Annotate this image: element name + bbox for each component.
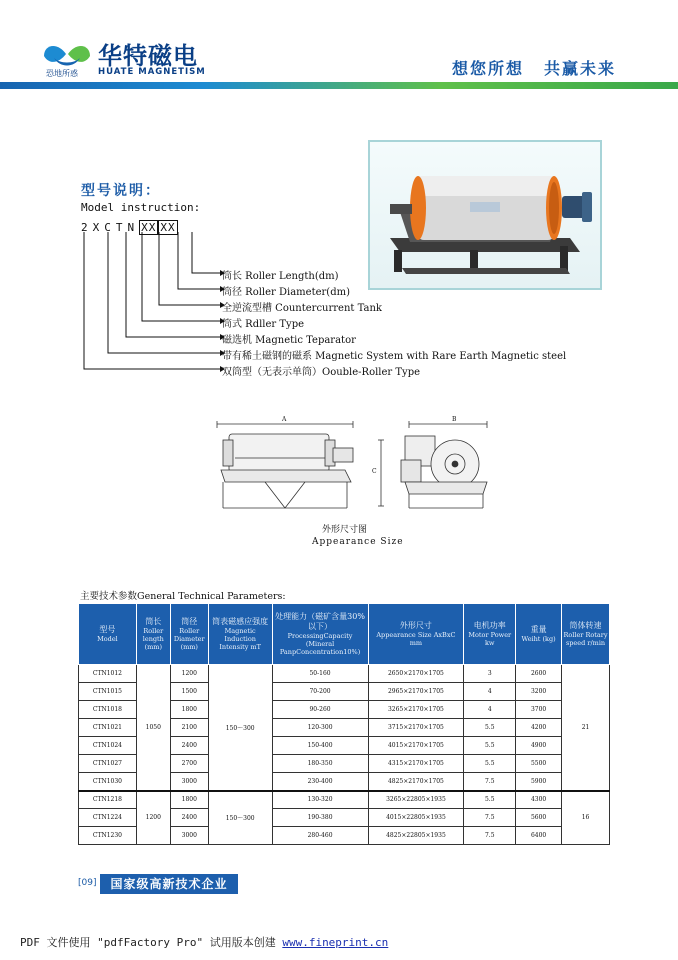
pdf-note-text: PDF 文件使用 "pdfFactory Pro" 试用版本创建 bbox=[20, 936, 283, 949]
cell-model: CTN1027 bbox=[79, 755, 137, 773]
header-capacity: 处理能力（磁矿含量30%以下） ProcessingCapacity (Mineral PanpConcentration10%) bbox=[272, 604, 368, 665]
model-title: 型号说明： bbox=[81, 183, 161, 199]
legend-magnetic-separator: 磁选机 Magnetic Teparator bbox=[222, 335, 356, 346]
header-weight: 重量 Weiht (kg) bbox=[516, 604, 562, 665]
header-intensity: 筒表磁感应强度 Magnetic Induction Intensity mT bbox=[208, 604, 272, 665]
cell-size: 3715×2170×1705 bbox=[368, 719, 464, 737]
cell-length: 1050 bbox=[136, 665, 170, 791]
fineprint-link[interactable]: www.fineprint.cn bbox=[282, 936, 389, 949]
cell-speed: 21 bbox=[562, 665, 610, 791]
cell-intensity: 150～300 bbox=[208, 791, 272, 845]
drawing-caption-cn: 外形尺寸图 bbox=[322, 525, 368, 535]
cell-diameter: 2700 bbox=[170, 755, 208, 773]
slogan-left: 想您所想 bbox=[452, 59, 525, 78]
cell-diameter: 1200 bbox=[170, 665, 208, 683]
pdf-watermark-note bbox=[20, 934, 388, 950]
table-title: 主要技术参数General Technical Parameters: bbox=[80, 591, 286, 602]
cell-length: 1200 bbox=[136, 791, 170, 845]
cell-power: 4 bbox=[464, 683, 516, 701]
cell-capacity: 50-160 bbox=[272, 665, 368, 683]
page-number: [09] bbox=[78, 878, 97, 888]
cell-capacity: 230-400 bbox=[272, 773, 368, 791]
cell-size: 4315×2170×1705 bbox=[368, 755, 464, 773]
front-view-drawing bbox=[215, 420, 365, 520]
cell-power: 5.5 bbox=[464, 737, 516, 755]
cell-capacity: 150-400 bbox=[272, 737, 368, 755]
spec-table bbox=[78, 603, 610, 845]
dim-label-b: B bbox=[452, 416, 457, 423]
model-code-prefix: 2XCTN bbox=[81, 221, 140, 234]
product-photo bbox=[368, 140, 602, 290]
cell-size: 2650×2170×1705 bbox=[368, 665, 464, 683]
cell-weight: 3200 bbox=[516, 683, 562, 701]
brand-name-en: HUATE MAGNETISM bbox=[98, 67, 206, 77]
header-power: 电机功率 Motor Power kw bbox=[464, 604, 516, 665]
cell-capacity: 120-300 bbox=[272, 719, 368, 737]
cell-capacity: 180-350 bbox=[272, 755, 368, 773]
cell-capacity: 90-260 bbox=[272, 701, 368, 719]
cell-power: 5.5 bbox=[464, 791, 516, 809]
brand-name-cn: 华特磁电 bbox=[98, 42, 198, 70]
model-leader-lines bbox=[80, 232, 225, 377]
cell-weight: 5500 bbox=[516, 755, 562, 773]
cell-diameter: 1800 bbox=[170, 791, 208, 809]
cell-model: CTN1224 bbox=[79, 809, 137, 827]
cell-size: 2965×2170×1705 bbox=[368, 683, 464, 701]
cell-power: 5.5 bbox=[464, 719, 516, 737]
cell-power: 7.5 bbox=[464, 773, 516, 791]
cell-model: CTN1230 bbox=[79, 827, 137, 845]
cell-power: 7.5 bbox=[464, 809, 516, 827]
header-diameter: 筒径 Roller Diameter (mm) bbox=[170, 604, 208, 665]
legend-double-roller: 双筒型（无表示单筒）Oouble-Roller Type bbox=[222, 367, 421, 378]
cell-model: CTN1012 bbox=[79, 665, 137, 683]
drawing-caption-en: Appearance Size bbox=[312, 537, 404, 547]
cell-speed: 16 bbox=[562, 791, 610, 845]
cell-diameter: 2400 bbox=[170, 737, 208, 755]
cell-power: 3 bbox=[464, 665, 516, 683]
cell-power: 5.5 bbox=[464, 755, 516, 773]
header-speed: 筒体转速 Roller Rotary speed r/min bbox=[562, 604, 610, 665]
header-size: 外形尺寸 Appearance Size AxBxC mm bbox=[368, 604, 464, 665]
slogan bbox=[452, 56, 616, 79]
cell-model: CTN1218 bbox=[79, 791, 137, 809]
dim-label-a: A bbox=[282, 416, 287, 423]
cell-capacity: 130-320 bbox=[272, 791, 368, 809]
cell-weight: 4200 bbox=[516, 719, 562, 737]
cell-capacity: 280-460 bbox=[272, 827, 368, 845]
header-length: 筒长 Roller length (mm) bbox=[136, 604, 170, 665]
legend-roller-type: 筒式 Rdller Type bbox=[222, 319, 305, 330]
legend-roller-length: 筒长 Roller Length(dm) bbox=[222, 271, 339, 282]
cell-diameter: 3000 bbox=[170, 773, 208, 791]
magnetic-separator-illustration bbox=[370, 142, 600, 288]
cell-power: 7.5 bbox=[464, 827, 516, 845]
legend-countercurrent-tank: 全逆流型槽 Countercurrent Tank bbox=[222, 303, 382, 314]
cell-size: 4825×22805×1935 bbox=[368, 827, 464, 845]
cell-weight: 6400 bbox=[516, 827, 562, 845]
legend-roller-diameter: 筒径 Roller Diameter(dm) bbox=[222, 287, 350, 298]
cell-size: 3265×22805×1935 bbox=[368, 791, 464, 809]
cell-diameter: 1500 bbox=[170, 683, 208, 701]
cell-weight: 2600 bbox=[516, 665, 562, 683]
table-row bbox=[79, 791, 610, 809]
header-model: 型号 Model bbox=[79, 604, 137, 665]
page-header bbox=[0, 0, 678, 92]
header-gradient-bar bbox=[0, 82, 678, 89]
cell-capacity: 70-200 bbox=[272, 683, 368, 701]
side-view-drawing bbox=[375, 420, 495, 520]
table-row bbox=[79, 665, 610, 683]
cell-model: CTN1024 bbox=[79, 737, 137, 755]
cell-intensity: 150～300 bbox=[208, 665, 272, 791]
model-code-box-length: XX bbox=[160, 221, 176, 234]
brand-tagline: 恐地所惑 bbox=[46, 69, 78, 78]
cell-model: CTN1015 bbox=[79, 683, 137, 701]
table-header-row bbox=[79, 604, 610, 665]
model-instruction-label: Model instruction: bbox=[81, 201, 201, 214]
cell-diameter: 2400 bbox=[170, 809, 208, 827]
cell-model: CTN1030 bbox=[79, 773, 137, 791]
model-code-box-diameter: XX bbox=[141, 221, 157, 234]
cell-size: 4015×22805×1935 bbox=[368, 809, 464, 827]
cell-diameter: 3000 bbox=[170, 827, 208, 845]
cell-weight: 3700 bbox=[516, 701, 562, 719]
cell-weight: 5900 bbox=[516, 773, 562, 791]
cell-size: 3265×2170×1705 bbox=[368, 701, 464, 719]
cell-weight: 4300 bbox=[516, 791, 562, 809]
cell-power: 4 bbox=[464, 701, 516, 719]
cell-capacity: 190-380 bbox=[272, 809, 368, 827]
cell-weight: 4900 bbox=[516, 737, 562, 755]
cell-diameter: 2100 bbox=[170, 719, 208, 737]
cell-weight: 5600 bbox=[516, 809, 562, 827]
cell-size: 4015×2170×1705 bbox=[368, 737, 464, 755]
enterprise-badge: 国家级高新技术企业 bbox=[100, 874, 238, 894]
slogan-right: 共赢未来 bbox=[544, 59, 617, 78]
dim-label-c: C bbox=[372, 468, 377, 475]
cell-model: CTN1018 bbox=[79, 701, 137, 719]
cell-diameter: 1800 bbox=[170, 701, 208, 719]
cell-size: 4825×2170×1705 bbox=[368, 773, 464, 791]
cell-model: CTN1021 bbox=[79, 719, 137, 737]
legend-magnetic-system: 带有稀土磁钢的磁系 Magnetic System with Rare Earth Magnetic steel bbox=[222, 351, 567, 362]
